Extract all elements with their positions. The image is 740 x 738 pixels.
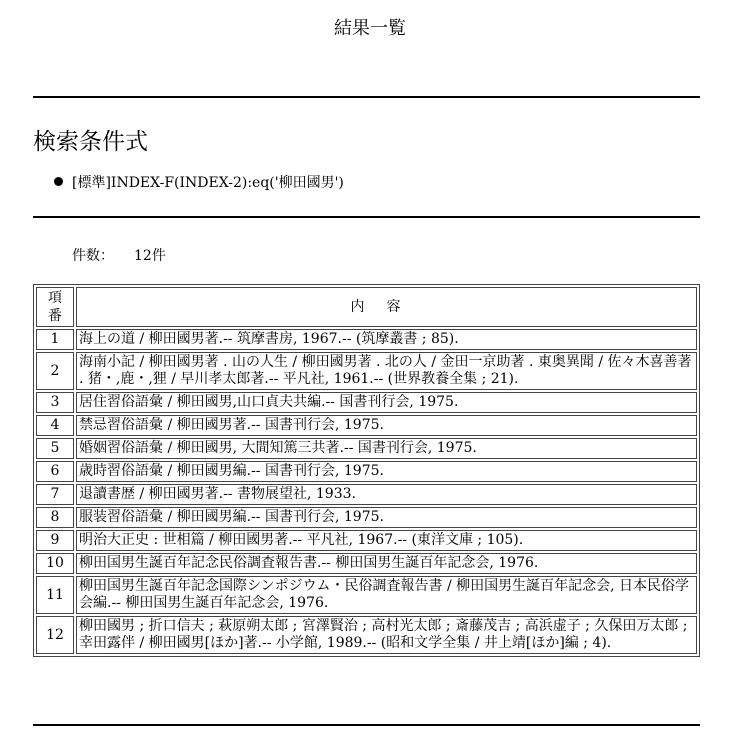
header-content: 内容 [76,287,697,327]
table-row [36,438,697,459]
row-number: 7 [36,484,74,505]
row-number: 3 [36,392,74,413]
search-condition-heading: 検索条件式 [33,129,148,155]
table-row [36,553,697,574]
table-row [36,415,697,436]
row-content: 歳時習俗語彙 / 柳田國男編.-- 国書刊行会, 1975. [76,461,697,482]
search-condition-item [54,172,344,192]
results-table [33,284,700,657]
results-table-body [36,329,697,654]
table-row [36,576,697,614]
table-row [36,484,697,505]
row-content: 海上の道 / 柳田國男著.-- 筑摩書房, 1967.-- (筑摩叢書 ; 85). [76,329,697,350]
search-condition-text: [標準]INDEX-F(INDEX-2):eq('柳田國男') [72,175,344,191]
table-row [36,352,697,390]
row-number: 6 [36,461,74,482]
divider-top [33,96,700,98]
row-number: 12 [36,616,74,654]
row-number: 11 [36,576,74,614]
table-row [36,530,697,551]
row-content: 柳田国男生誕百年記念民俗調査報告書.-- 柳田国男生誕百年記念会, 1976. [76,553,697,574]
table-header-row [36,287,697,327]
row-number: 2 [36,352,74,390]
result-count-label: 件数： [72,248,114,264]
row-content: 退讀書歴 / 柳田國男著.-- 書物展望社, 1933. [76,484,697,505]
row-number: 8 [36,507,74,528]
page-title: 結果一覧 [334,18,406,39]
row-content: 海南小記 / 柳田國男著 . 山の人生 / 柳田國男著 . 北の人 / 金田一京助著 . 東奥異聞 / 佐々木喜善著 . 猪・,鹿・,狸 / 早川孝太郎著.-- 平凡社, 1961.-- (世界教養全集 ; 21). [76,352,697,390]
row-number: 4 [36,415,74,436]
bullet-icon [54,177,63,186]
row-content: 禁忌習俗語彙 / 柳田國男著.-- 国書刊行会, 1975. [76,415,697,436]
table-row [36,507,697,528]
row-content: 柳田國男 ; 折口信夫 ; 萩原朔太郎 ; 宮澤賢治 ; 高村光太郎 ; 斎藤茂吉 ; 高浜虚子 ; 久保田万太郎 ; 幸田露伴 / 柳田國男[ほか]著.-- 小学館, 1989.-- (昭和文学全集 / 井上靖[ほか]編 ; 4). [76,616,697,654]
row-content: 明治大正史 : 世相篇 / 柳田國男著.-- 平凡社, 1967.-- (東洋文庫 ; 105). [76,530,697,551]
row-content: 服装習俗語彙 / 柳田國男編.-- 国書刊行会, 1975. [76,507,697,528]
table-row [36,616,697,654]
row-content: 居住習俗語彙 / 柳田國男,山口貞夫共編.-- 国書刊行会, 1975. [76,392,697,413]
result-count [72,245,166,265]
header-item-number-line2: 番 [48,308,62,324]
table-row [36,329,697,350]
row-number: 1 [36,329,74,350]
header-item-number-line1: 項 [48,290,62,306]
header-item-number [36,287,74,327]
row-content: 柳田国男生誕百年記念国際シンポジウム・民俗調査報告書 / 柳田国男生誕百年記念会, 日本民俗学会編.-- 柳田国男生誕百年記念会, 1976. [76,576,697,614]
row-content: 婚姻習俗語彙 / 柳田國男, 大間知篤三共著.-- 国書刊行会, 1975. [76,438,697,459]
row-number: 10 [36,553,74,574]
result-count-value: 12件 [134,248,166,264]
divider-middle [33,216,700,218]
row-number: 9 [36,530,74,551]
table-row [36,392,697,413]
divider-bottom [33,724,700,726]
table-row [36,461,697,482]
row-number: 5 [36,438,74,459]
